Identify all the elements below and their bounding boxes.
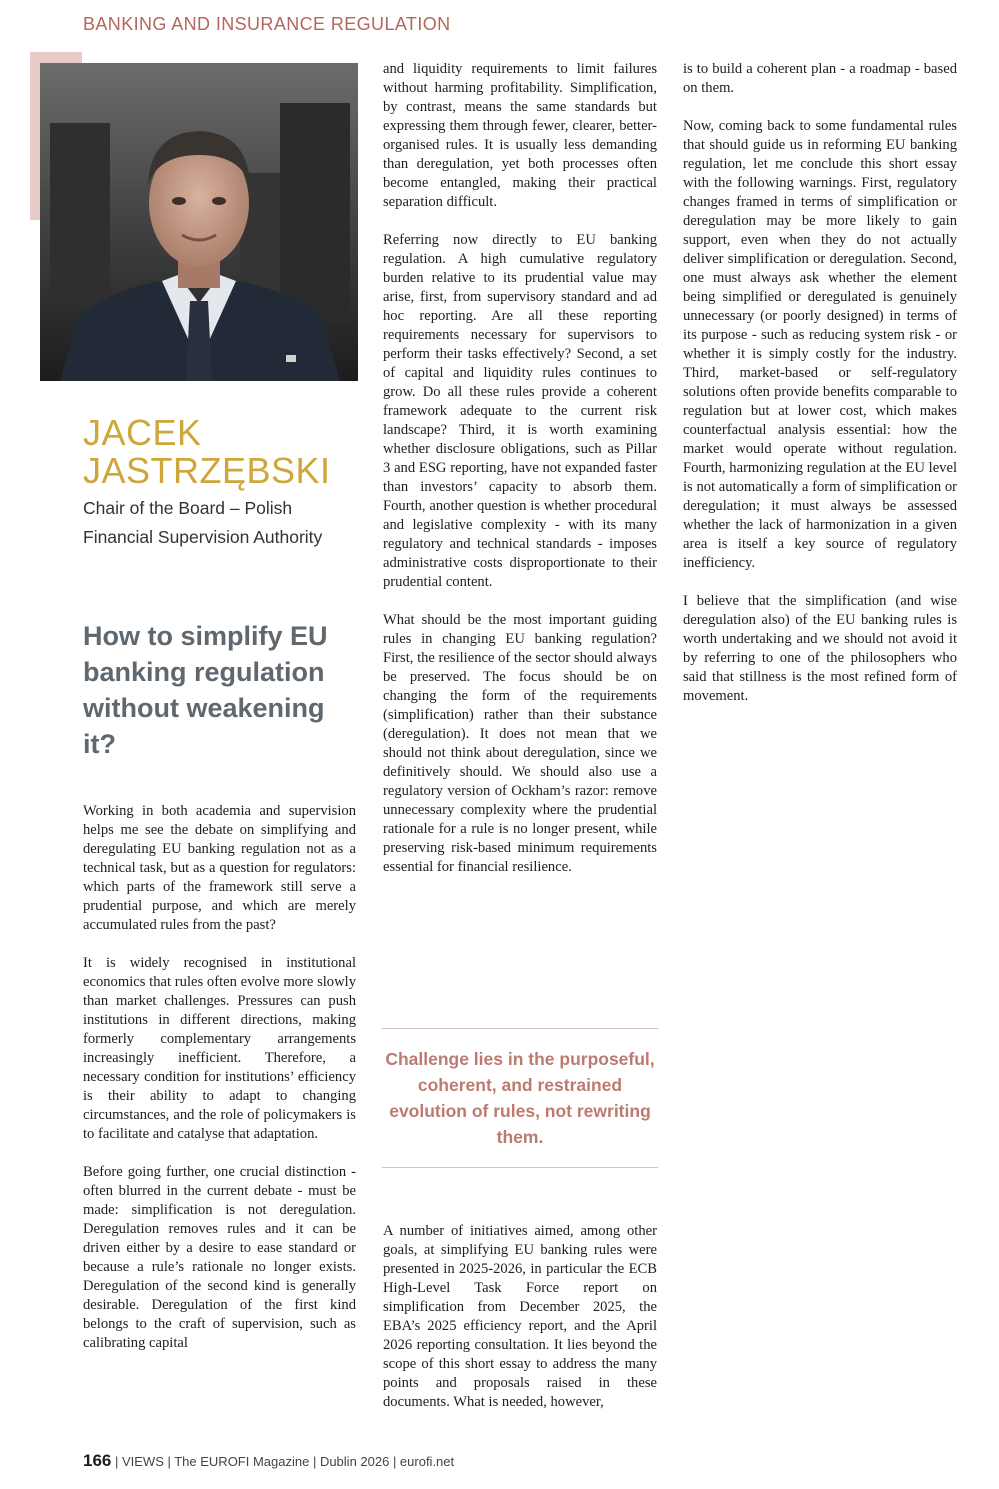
paragraph: It is widely recognised in institutional economics that rules often evolve more slowly than market challenges. Pressures can push institutions in different directions, making formerly complementary arrangements increasingly inefficient. Therefore, a necessary condition for institutions’ efficiency is their ability to adapt to changing circumstances, and the role of policymakers is to facilitate and catalyse that adaptation. [83, 955, 356, 1142]
page-footer [83, 1451, 454, 1471]
paragraph: Referring now directly to EU banking regulation. A high cumulative regulatory burden relative to its prudential value may arise, first, from supervisory standard and ad hoc reporting. Are all these reporting requirements necessary for supervisors to perform their tasks effectively? Second, a set of capital and liquidity rules continues to grow. Do all these rules provide a coherent framework adequate to the current risk landscape? Third, it is worth examining whether disclosure obligations, such as Pillar 3 and ESG reporting, have not expanded faster than investors’ capacity to absorb them. Fourth, another question is whether procedural and legislative complexity - with its many regulatory and technical standards - imposes administrative costs disproportionate to their prudential content. [383, 232, 657, 590]
author-name [83, 414, 373, 490]
paragraph: What should be the most important guiding rules in changing EU banking regulation? First, the resilience of the sector should always be preserved. The focus should be on changing the form of the requirements (simplification) rather than their substance (deregulation). It does not mean that we should not think about deregulation, since we definitively should. We should also use a regulatory version of Ockham’s razor: remove unnecessary complexity where the prudential rationale for a rule is no longer present, while preserving risk-based minimum requirements essential for financial resilience. [383, 612, 657, 875]
column-1 [83, 802, 356, 1353]
pull-quote [382, 1028, 658, 1168]
paragraph: A number of initiatives aimed, among other goals, at simplifying EU banking rules were presented in 2025-2026, in particular the ECB High-Level Task Force report on simplification from December 2025, the EBA’s 2025 efficiency report, and the April 2026 reporting consultation. It lies beyond the scope of this short essay to address the many points and proposals raised in these documents. What is needed, however, [383, 1223, 657, 1410]
paragraph: Now, coming back to some fundamental rules that should guide us in reforming EU banking regulation, let me conclude this short essay with the following warnings. First, regulatory changes framed in terms of simplification or deregulation may be more likely to gain support, even when they do not actually deliver simplification or deregulation. Second, one must always ask whether the element being simplified or deregulated is genuinely unnecessary (or poorly designed) in terms of its purpose - such as reducing system risk - or whether it is simply costly for the industry. Third, market-based or self-regulatory solutions often provide benefits comparable to regulation but at lower cost, which makes counterfactual analysis essential: how the market would operate without regulation. Fourth, harmonizing regulation at the EU level is not automatically a form of simplification or deregulation; it must always be assessed whether the lack of harmonization in a given area is itself a key source of regulatory inefficiency. [683, 118, 957, 571]
author-role: Chair of the Board – Polish Financial Supervision Authority [83, 498, 323, 547]
portrait-photo-icon [40, 63, 358, 381]
author-first-name: JACEK [83, 412, 202, 453]
pull-quote-text: Challenge lies in the purposeful, coherent, and restrained evolution of rules, not rewriting them. [385, 1049, 655, 1147]
paragraph: and liquidity requirements to limit failures without harming profitability. Simplification, by contrast, means the same standards but expressing them through fewer, clearer, better-organised rules. It is usually less demanding than deregulation, yet both processes often become entangled, making their practical separation difficult. [383, 61, 657, 210]
column-2-bottom [383, 1222, 657, 1412]
paragraph: is to build a coherent plan - a roadmap - based on them. [683, 61, 957, 96]
section-label: BANKING AND INSURANCE REGULATION [83, 14, 451, 34]
column-3 [683, 60, 957, 706]
article-headline: How to simplify EU banking regulation without weakening it? [83, 621, 328, 759]
author-last-name: JASTRZĘBSKI [83, 450, 331, 491]
page-number: 166 [83, 1451, 112, 1470]
author-photo [40, 63, 358, 381]
column-2-top [383, 60, 657, 877]
footer-text: | VIEWS | The EUROFI Magazine | Dublin 2026 | eurofi.net [111, 1454, 455, 1469]
paragraph: Working in both academia and supervision helps me see the debate on simplifying and deregulating EU banking regulation not as a technical task, but as a question for regulators: which parts of the framework still serve a prudential purpose, and which are merely accumulated rules from the past? [83, 803, 356, 933]
paragraph: Before going further, one crucial distinction - often blurred in the current debate - must be made: simplification is not deregulation. Deregulation removes rules and it can be driven either by a desire to ease standard or because a rule’s rationale no longer exists. Deregulation of the second kind is generally desirable. Deregulation of the first kind belongs to the craft of supervision, such as calibrating capital [83, 1164, 356, 1351]
paragraph: I believe that the simplification (and wise deregulation also) of the EU banking rules is worth undertaking and we should not avoid it by referring to one of the philosophers who said that stillness is the most refined form of movement. [683, 593, 957, 704]
